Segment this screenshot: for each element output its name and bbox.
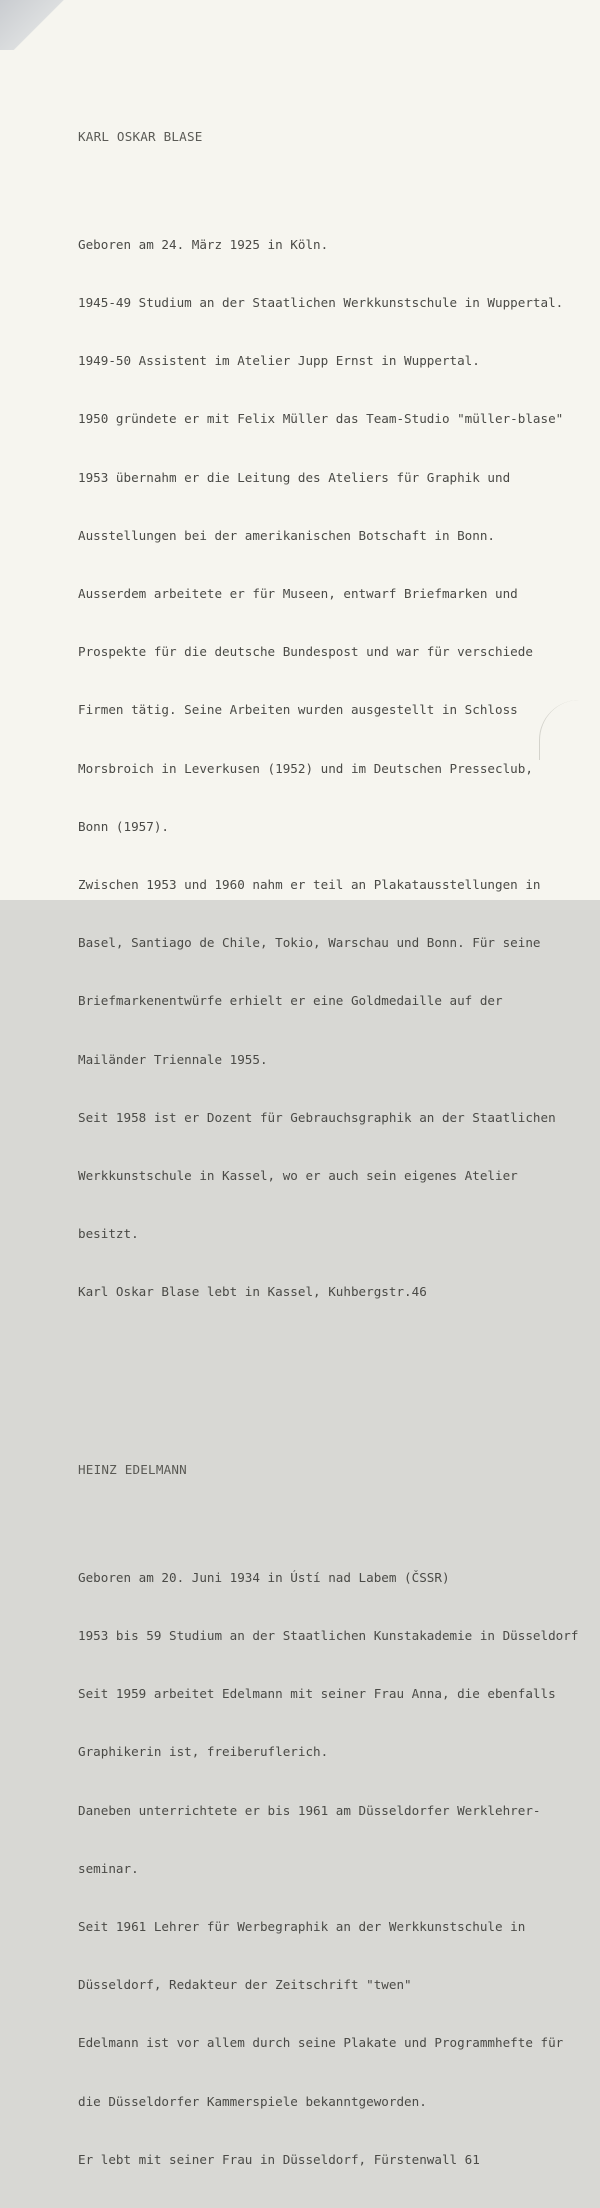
folded-corner <box>0 0 90 50</box>
edelmann-line: 1953 bis 59 Studium an der Staatlichen Kunstakademie in Düsseldorf <box>78 1627 579 1643</box>
blase-line: Morsbroich in Leverkusen (1952) und im Deutschen Presseclub, <box>78 760 533 776</box>
edelmann-line: Graphikerin ist, freiberuflerich. <box>78 1744 329 1760</box>
blase-line: Briefmarkenentwürfe erhielt er eine Goldmedaille auf der <box>78 993 503 1009</box>
section-heading-blase: KARL OSKAR BLASE <box>78 128 203 144</box>
blase-line: 1949-50 Assistent im Atelier Jupp Ernst in Wuppertal. <box>78 353 480 369</box>
blase-line: Karl Oskar Blase lebt in Kassel, Kuhbergstr.46 <box>78 1284 427 1300</box>
edelmann-line: seminar. <box>78 1860 139 1876</box>
blase-line: Bonn (1957). <box>78 818 169 834</box>
blase-line: Ausserdem arbeitete er für Museen, entwarf Briefmarken und <box>78 586 518 602</box>
blase-line: Werkkunstschule in Kassel, wo er auch sein eigenes Atelier <box>78 1168 518 1184</box>
edelmann-line: die Düsseldorfer Kammerspiele bekanntgeworden. <box>78 2093 427 2109</box>
blase-line: Prospekte für die deutsche Bundespost und war für verschiede <box>78 644 533 660</box>
edelmann-line: Düsseldorf, Redakteur der Zeitschrift "twen" <box>78 1977 412 1993</box>
blase-line: Firmen tätig. Seine Arbeiten wurden ausgestellt in Schloss <box>78 702 518 718</box>
blase-line: Zwischen 1953 und 1960 nahm er teil an Plakatausstellungen in <box>78 877 541 893</box>
blase-line: Ausstellungen bei der amerikanischen Botschaft in Bonn. <box>78 527 496 543</box>
edelmann-line: Er lebt mit seiner Frau in Düsseldorf, Fürstenwall 61 <box>78 2151 480 2167</box>
edelmann-line: Seit 1959 arbeitet Edelmann mit seiner Frau Anna, die ebenfalls <box>78 1686 556 1702</box>
blase-line: Mailänder Triennale 1955. <box>78 1051 268 1067</box>
edelmann-line: Seit 1961 Lehrer für Werbegraphik an der Werkkunstschule in <box>78 1918 526 1934</box>
blase-line: 1953 übernahm er die Leitung des Ateliers für Graphik und <box>78 469 511 485</box>
blase-line: Geboren am 24. März 1925 in Köln. <box>78 236 329 252</box>
edelmann-line: Edelmann ist vor allem durch seine Plakate und Programmhefte für <box>78 2035 564 2051</box>
blase-line: Basel, Santiago de Chile, Tokio, Warschau und Bonn. Für seine <box>78 935 541 951</box>
blase-line: 1945-49 Studium an der Staatlichen Werkkunstschule in Wuppertal. <box>78 295 564 311</box>
section-heading-edelmann: HEINZ EDELMANN <box>78 1461 187 1477</box>
blase-line: 1950 gründete er mit Felix Müller das Team-Studio "müller-blase" <box>78 411 564 427</box>
edelmann-line: Geboren am 20. Juni 1934 in Ústí nad Labem (ČSSR) <box>78 1569 450 1585</box>
edelmann-line: Daneben unterrichtete er bis 1961 am Düsseldorfer Werklehrer- <box>78 1802 541 1818</box>
blase-line: besitzt. <box>78 1226 139 1242</box>
blase-line: Seit 1958 ist er Dozent für Gebrauchsgraphik an der Staatlichen <box>78 1109 556 1125</box>
typed-text-body <box>78 88 598 2208</box>
